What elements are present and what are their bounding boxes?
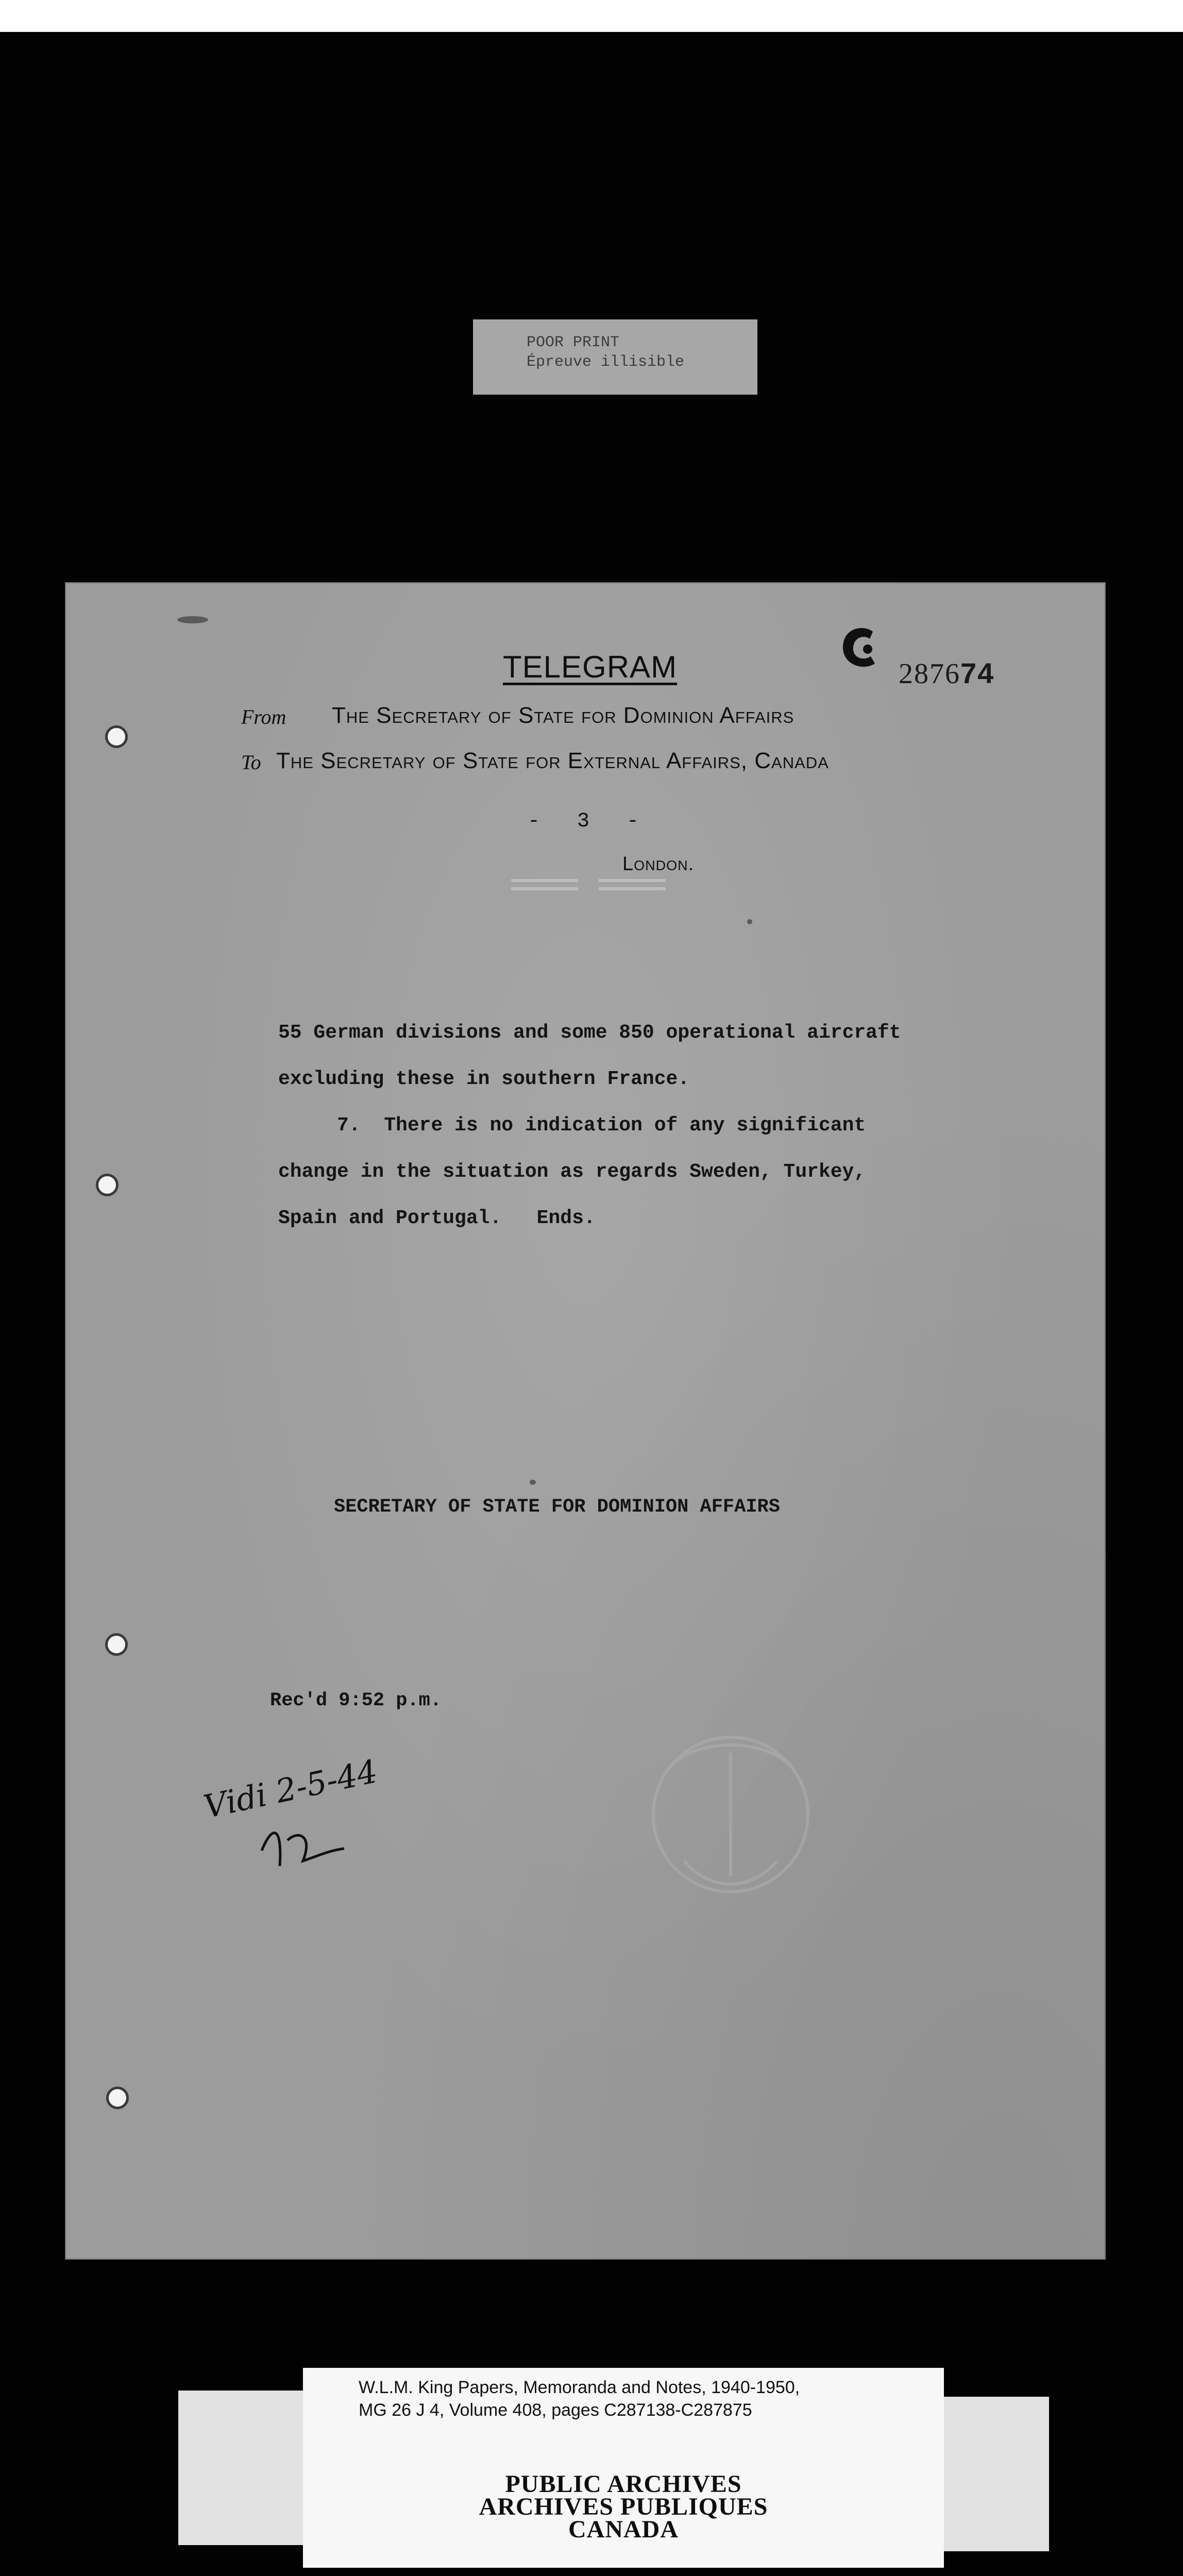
header-rule [511, 887, 578, 890]
punch-hole-icon [105, 1633, 128, 1656]
body-line: Spain and Portugal. Ends. [278, 1207, 596, 1229]
poor-print-label [473, 319, 757, 395]
header-rule [599, 887, 666, 890]
handwritten-note-text: Vidi 2-5-44 [200, 1752, 381, 1826]
crest-watermark-icon [602, 1706, 859, 1923]
archive-label-country: CANADA [568, 2516, 679, 2543]
citation-line: W.L.M. King Papers, Memoranda and Notes, 1940-1950, [359, 2378, 800, 2397]
handwritten-note [195, 1748, 411, 1882]
ink-smudge [177, 616, 208, 623]
ink-smudge [530, 1480, 536, 1485]
poor-print-line-en: POOR PRINT [527, 334, 620, 351]
telegram-title: TELEGRAM [503, 650, 678, 684]
telegram-page [66, 583, 1105, 2259]
body-line: 55 German divisions and some 850 operational aircraft [278, 1022, 901, 1044]
from-addressee: The Secretary of State for Dominion Affairs [332, 703, 795, 728]
header-rule [511, 879, 578, 882]
sender-signature: SECRETARY OF STATE FOR DOMINION AFFAIRS [334, 1496, 780, 1518]
header-rule [599, 879, 666, 882]
body-line: 7. There is no indication of any significant [278, 1114, 866, 1137]
from-label: From [241, 705, 286, 728]
to-label: To [241, 751, 261, 774]
body-line: excluding these in southern France. [278, 1068, 690, 1090]
archive-citation [359, 2376, 925, 2421]
archive-label-fr: ARCHIVES PUBLIQUES [479, 2493, 768, 2520]
document-number [899, 656, 994, 690]
page-number: - 3 - [528, 810, 639, 833]
archive-label-en: PUBLIC ARCHIVES [505, 2470, 742, 2498]
footer-tab-right [941, 2397, 1049, 2551]
archive-stamp-icon [837, 622, 886, 676]
poor-print-line-fr: Épreuve illisible [527, 353, 685, 371]
document-number-suffix: 74 [960, 657, 995, 689]
ink-smudge [747, 919, 752, 924]
archive-label [303, 2470, 944, 2543]
scan-top-strip [0, 0, 1183, 32]
telegram-body [278, 1010, 1103, 1242]
citation-line: MG 26 J 4, Volume 408, pages C287138-C287875 [359, 2400, 752, 2420]
origin-city: London. [622, 853, 695, 875]
body-line: change in the situation as regards Sweden, Turkey, [278, 1161, 866, 1183]
punch-hole-icon [106, 2087, 129, 2109]
footer-tab-left [178, 2391, 307, 2545]
punch-hole-icon [96, 1174, 119, 1196]
punch-hole-icon [105, 725, 128, 748]
received-time: Rec'd 9:52 p.m. [270, 1690, 442, 1711]
document-number-prefix: 2876 [899, 658, 960, 690]
to-addressee: The Secretary of State for External Affairs, Canada [276, 748, 829, 773]
